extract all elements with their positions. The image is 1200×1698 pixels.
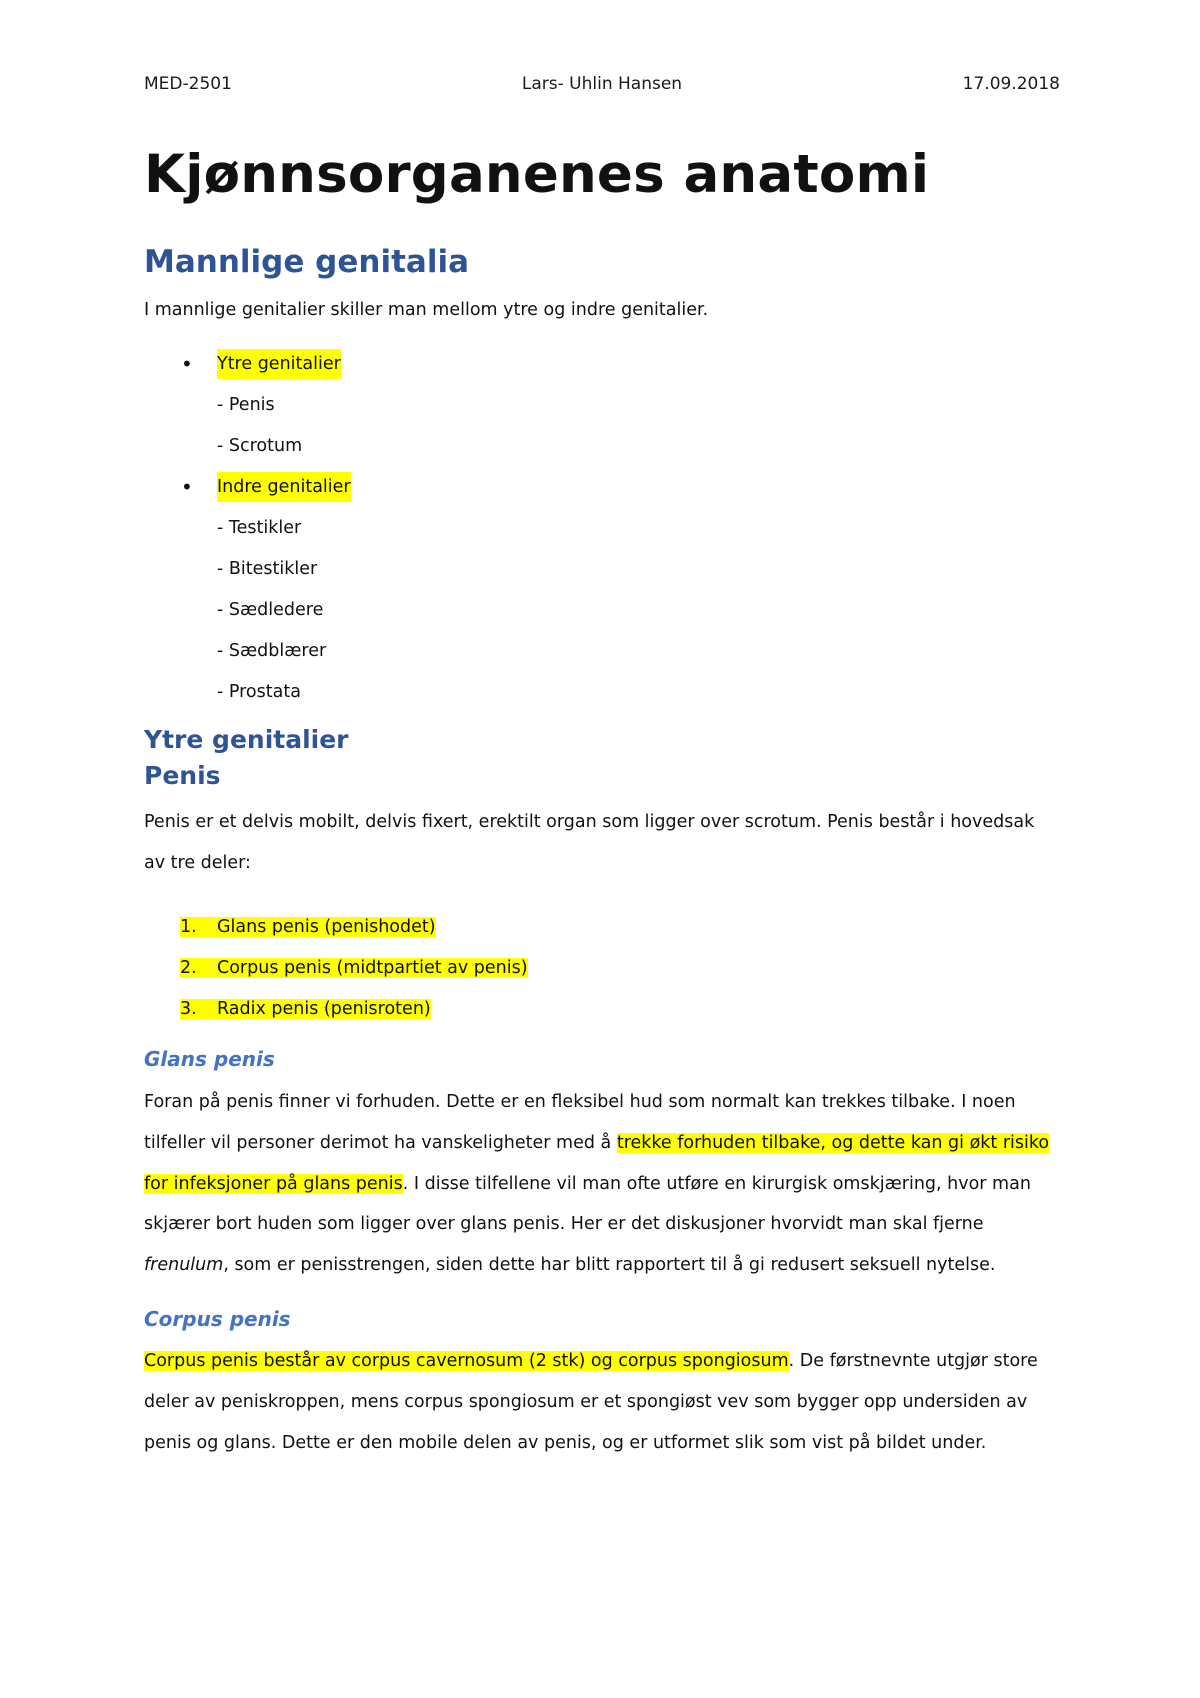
document-title: Kjønnsorganenes anatomi [144, 144, 930, 205]
corpus-highlight: Corpus penis består av corpus cavernosum (2 stk) og corpus spongiosum [144, 1351, 789, 1371]
list-item-prostata: - Prostata [217, 682, 301, 702]
list-item-saedledere: - Sædledere [217, 600, 324, 620]
list-item-scrotum: - Scrotum [217, 436, 303, 456]
heading-penis: Penis [144, 761, 221, 790]
penis-intro-paragraph: Penis er et delvis mobilt, delvis fixert, erektilt organ som ligger over scrotum. Penis består i hovedsak av tre deler: [144, 812, 1035, 873]
heading-glans-penis: Glans penis [144, 1047, 275, 1071]
numbered-item-2 [180, 953, 528, 983]
item-number: 2. [180, 958, 197, 978]
glans-text-1: Foran på penis finner vi forhuden. Dette er en fleksibel hud som normalt kan trekkes tilbake. I noen tilfeller vil personer derimot ha vanskeligheter med å [144, 1092, 1016, 1153]
glans-italic-term: frenulum [144, 1255, 224, 1276]
heading-mannlige-genitalia: Mannlige genitalia [144, 244, 469, 280]
header-date: 17.09.2018 [962, 74, 1060, 94]
item-text: Glans penis (penishodet) [217, 917, 436, 937]
header-author: Lars- Uhlin Hansen [521, 74, 683, 94]
list-item-saedblaerer: - Sædblærer [217, 641, 327, 661]
bullet-label: Indre genitalier [217, 472, 351, 502]
glans-text-3: , som er penisstrengen, siden dette har blitt rapportert til å gi redusert seksuell nytelse. [223, 1255, 996, 1276]
glans-paragraph [144, 1082, 1060, 1286]
glans-text-2: . I disse tilfellene vil man ofte utføre en kirurgisk omskjæring, hvor man skjærer bort huden som ligger over glans penis. Her er det diskusjoner hvorvidt man skal fjerne [144, 1173, 1031, 1235]
header-course: MED-2501 [144, 74, 232, 94]
list-item-bitestikler: - Bitestikler [217, 559, 318, 579]
list-item-penis: - Penis [217, 395, 275, 415]
item-number: 3. [180, 999, 197, 1019]
numbered-item-3 [180, 994, 431, 1024]
bullet-label: Ytre genitalier [217, 349, 341, 379]
item-text: Corpus penis (midtpartiet av penis) [217, 958, 528, 978]
corpus-text: . De førstnevnte utgjør store deler av peniskroppen, mens corpus spongiosum er et spongiøst vev som bygger opp undersiden av penis og glans. Dette er den mobile delen av penis, og er utformet slik som vist på bildet under. [144, 1351, 1038, 1453]
bullet-ytre-genitalier [144, 349, 544, 379]
list-item-testikler: - Testikler [217, 518, 302, 538]
glans-highlight: trekke forhuden tilbake, og dette kan gi økt risiko for infeksjoner på glans penis [144, 1132, 1050, 1194]
heading-corpus-penis: Corpus penis [144, 1307, 291, 1331]
bullet-dot: • [181, 475, 193, 499]
corpus-paragraph [144, 1341, 1060, 1463]
item-number: 1. [180, 917, 197, 937]
bullet-dot: • [181, 352, 193, 376]
bullet-indre-genitalier [144, 472, 544, 502]
item-text: Radix penis (penisroten) [217, 999, 431, 1019]
numbered-item-1 [180, 912, 436, 942]
heading-ytre-genitalier: Ytre genitalier [144, 725, 349, 754]
intro-paragraph: I mannlige genitalier skiller man mellom ytre og indre genitalier. [144, 300, 709, 320]
page-header [144, 74, 1060, 100]
